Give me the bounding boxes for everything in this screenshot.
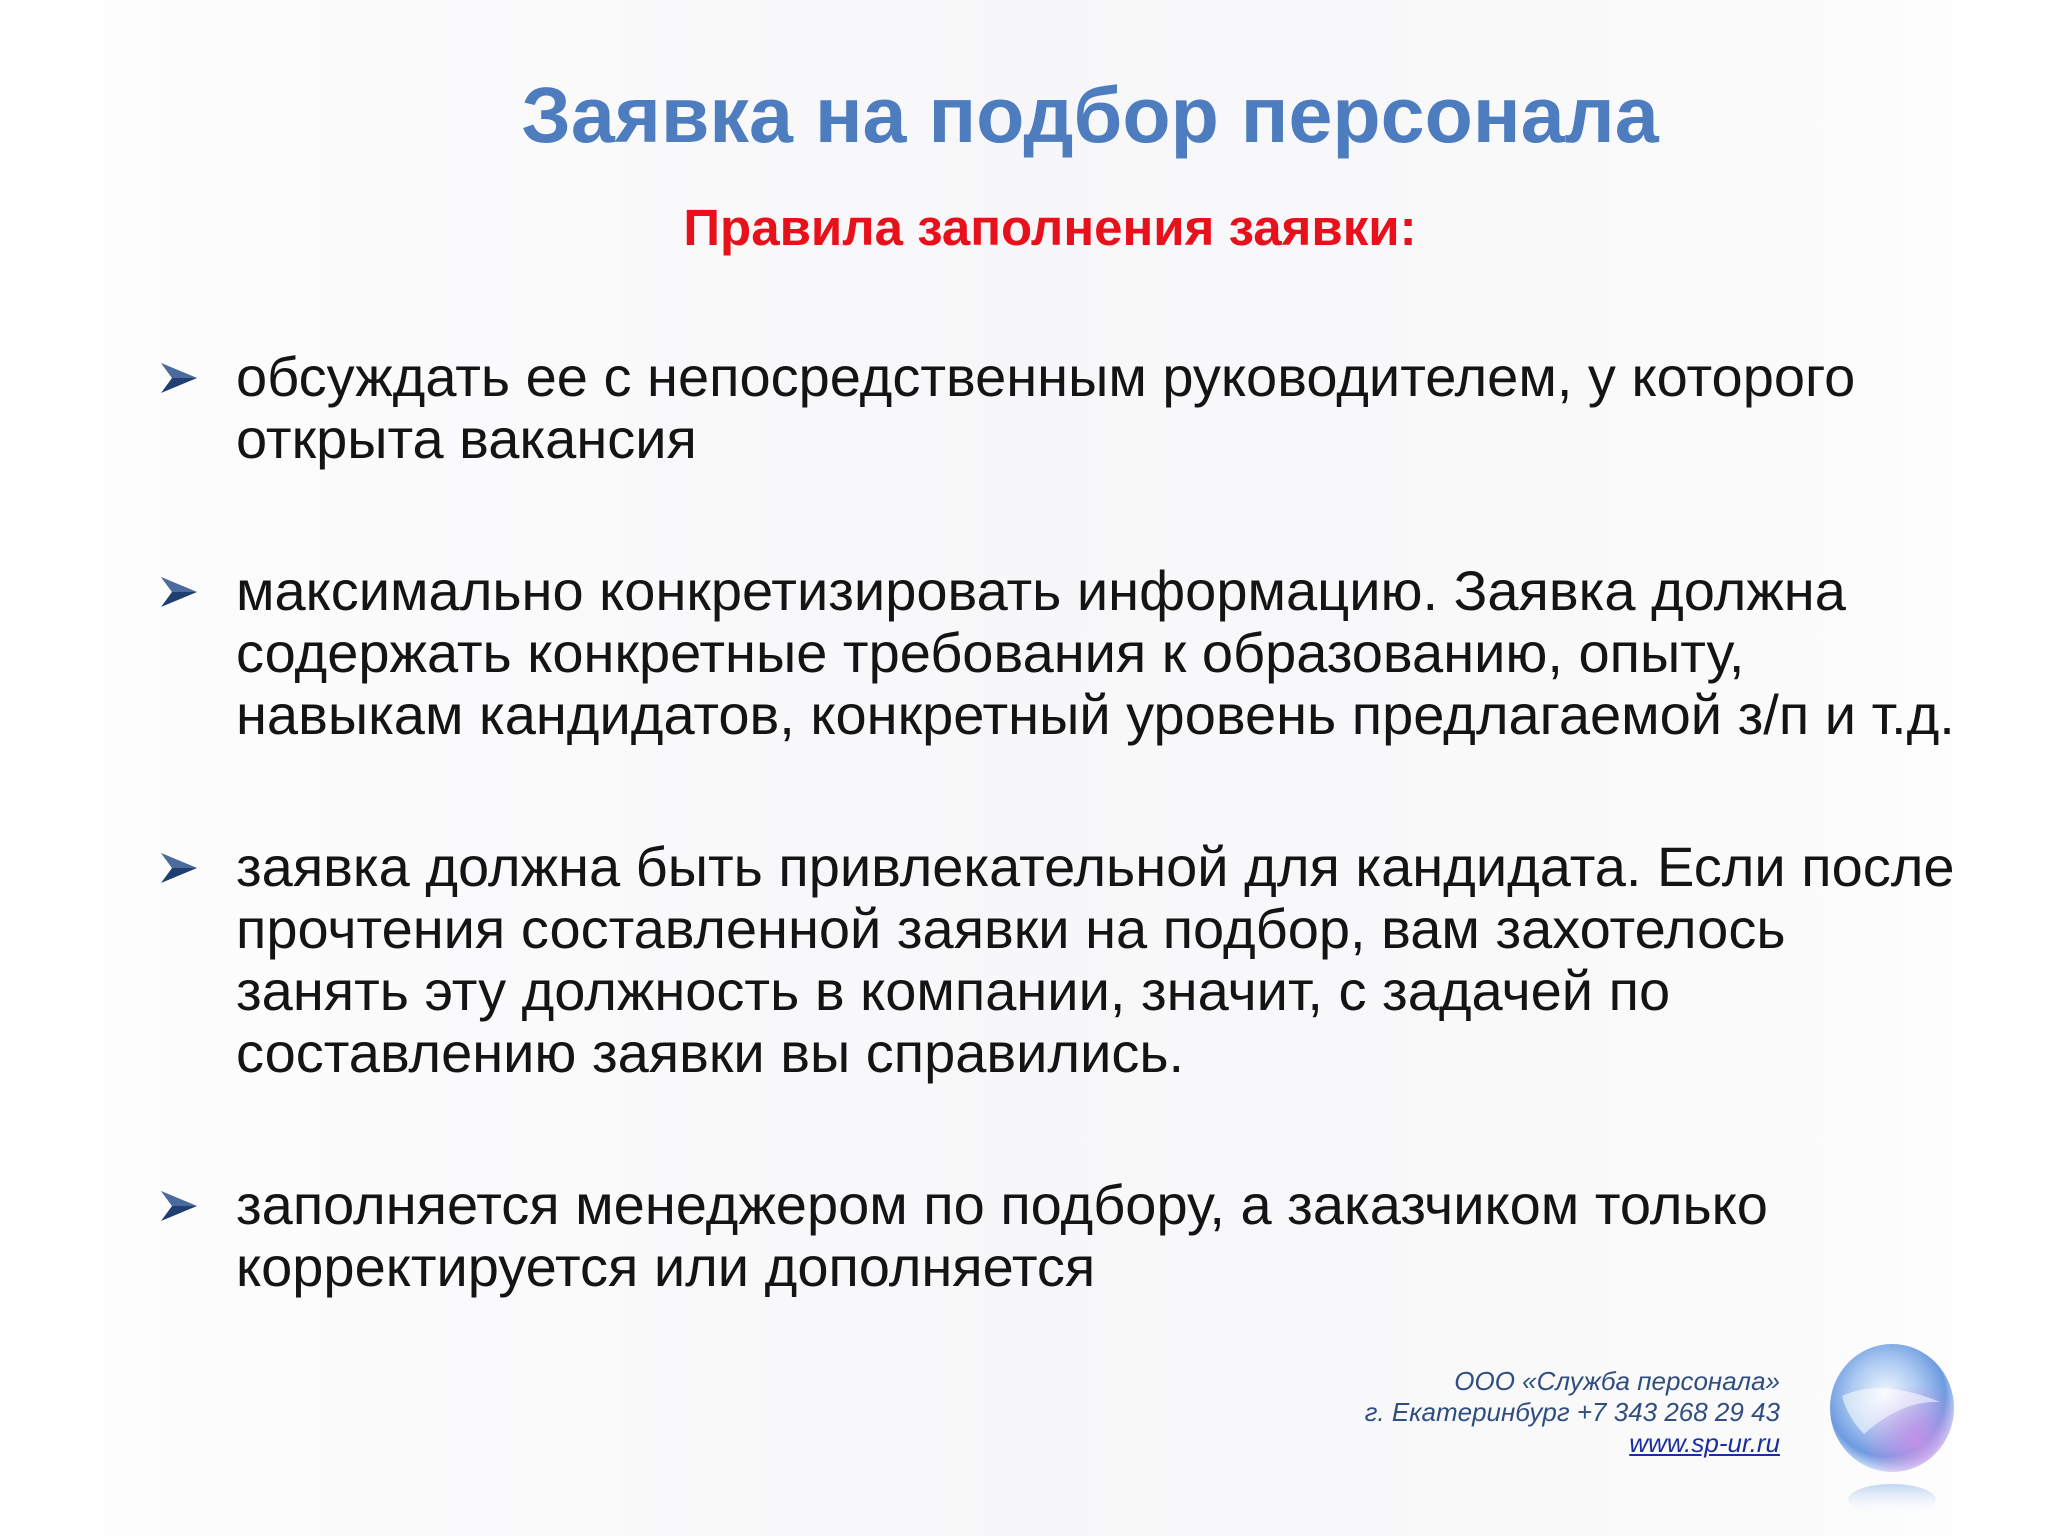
rule-item <box>158 836 1958 1084</box>
company-name: ООО «Служба персонала» <box>1454 1366 1780 1396</box>
arrow-bullet-icon <box>158 850 200 886</box>
arrow-bullet-icon <box>158 360 200 396</box>
slide-subtitle: Правила заполнения заявки: <box>683 199 1417 256</box>
company-website-link[interactable]: www.sp-ur.ru <box>1629 1428 1780 1458</box>
rule-text: максимально конкретизировать информацию. Заявка должна содержать конкретные требования к образованию, опыту, навыкам кандидатов, конкретный уровень предлагаемой з/п и т.д. <box>236 559 1955 746</box>
company-logo-icon <box>1822 1338 1962 1528</box>
rule-text: заполняется менеджером по подбору, а заказчиком только корректируется или дополняется <box>236 1173 1768 1298</box>
rule-item <box>158 346 1958 470</box>
arrow-bullet-icon <box>158 1188 200 1224</box>
slide-title: Заявка на подбор персонала <box>521 70 1659 159</box>
company-contact: г. Екатеринбург +7 343 268 29 43 <box>1364 1397 1780 1427</box>
rule-item <box>158 560 1958 746</box>
rules-list <box>158 346 1958 1298</box>
company-footer <box>1365 1366 1780 1459</box>
rule-item <box>158 1174 1958 1298</box>
rule-text: обсуждать ее с непосредственным руководителем, у которого открыта вакансия <box>236 345 1856 470</box>
arrow-bullet-icon <box>158 574 200 610</box>
rule-text: заявка должна быть привлекательной для кандидата. Если после прочтения составленной заявки на подбор, вам захотелось занять эту должность в компании, значит, с задачей по составлению заявки вы справились. <box>236 835 1955 1084</box>
